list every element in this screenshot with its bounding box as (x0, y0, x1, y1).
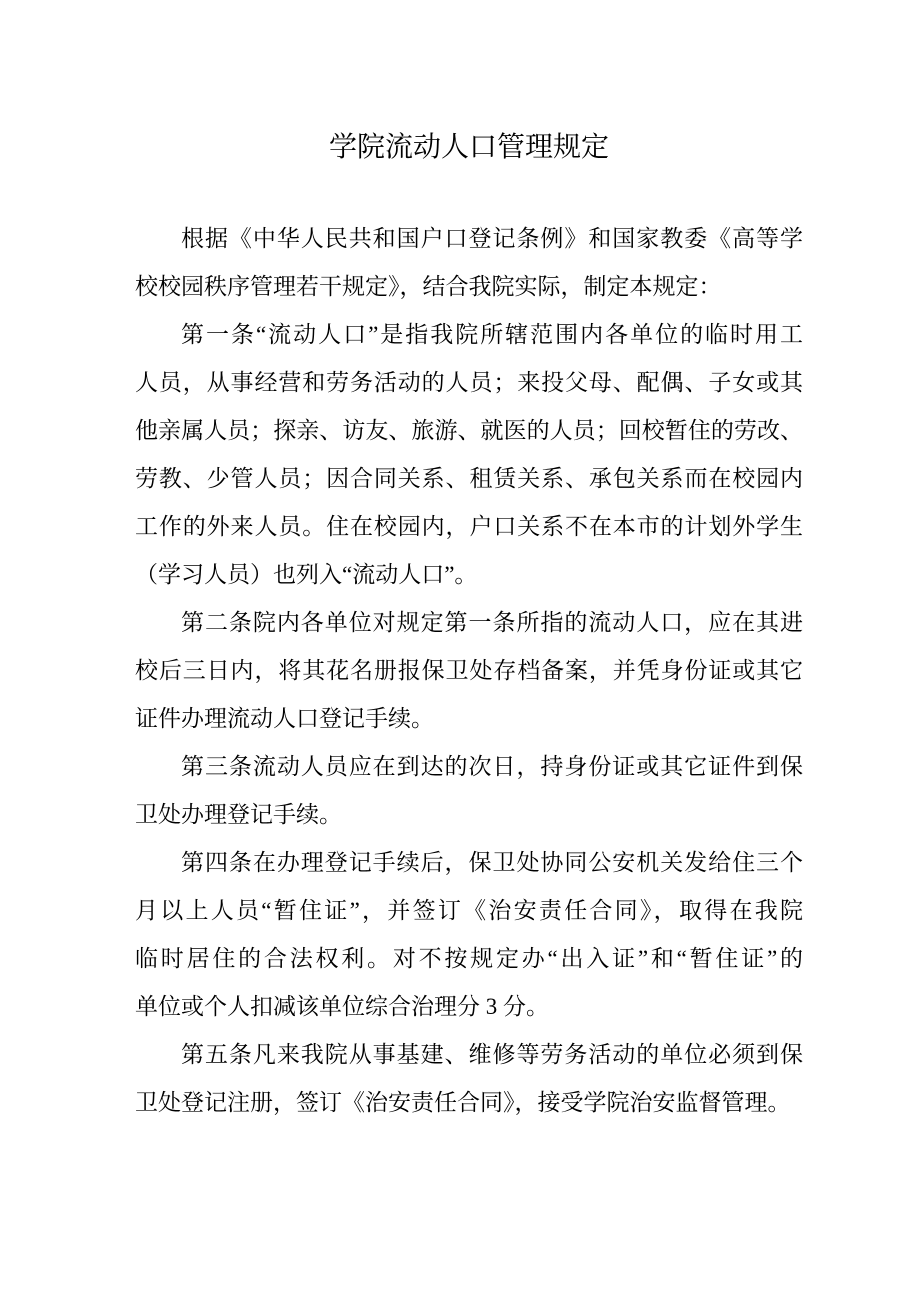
text-line: 第一条“流动人口”是指我院所辖范围内各单位的临时用工 (181, 322, 803, 347)
text-line: 校后三日内，将其花名册报保卫处存档备案，并凭身份证或其它 (135, 658, 803, 683)
text-line: 第三条流动人员应在到达的次日，持身份证或其它证件到保 (181, 754, 803, 779)
document-title: 学院流动人口管理规定 (328, 132, 609, 163)
paragraph-article-2 (135, 599, 803, 743)
text-line: 他亲属人员；探亲、访友、旅游、就医的人员；回校暂住的劳改、 (135, 418, 803, 443)
text-line: （学习人员）也列入“流动人口”。 (135, 562, 478, 587)
text-line: 临时居住的合法权利。对不按规定办“出入证”和“暂住证”的 (135, 946, 803, 971)
text-line: 卫处办理登记手续。 (135, 802, 342, 827)
text-line: 卫处登记注册，签订《治安责任合同》，接受学院治安监督管理。 (135, 1090, 791, 1115)
paragraph-article-4 (135, 839, 803, 1031)
text-line: 证件办理流动人口登记手续。 (135, 706, 434, 731)
document-body (135, 215, 803, 1127)
paragraph-article-5 (135, 1031, 803, 1127)
text-line: 工作的外来人员。住在校园内，户口关系不在本市的计划外学生 (135, 514, 803, 539)
paragraph-article-1 (135, 311, 803, 599)
text-line: 人员，从事经营和劳务活动的人员；来投父母、配偶、子女或其 (135, 370, 803, 395)
document-content (135, 0, 803, 1127)
paragraph-preamble (135, 215, 803, 311)
text-line: 劳教、少管人员；因合同关系、租赁关系、承包关系而在校园内 (135, 466, 803, 491)
text-line: 第四条在办理登记手续后，保卫处协同公安机关发给住三个 (181, 850, 803, 875)
text-line: 第五条凡来我院从事基建、维修等劳务活动的单位必须到保 (181, 1042, 803, 1067)
text-line: 单位或个人扣减该单位综合治理分 3 分。 (135, 994, 549, 1019)
text-line: 根据《中华人民共和国户口登记条例》和国家教委《高等学 (181, 226, 803, 251)
text-line: 月以上人员“暂住证”，并签订《治安责任合同》，取得在我院 (135, 898, 803, 923)
text-line: 校校园秩序管理若干规定》，结合我院实际，制定本规定： (135, 274, 722, 299)
paragraph-article-3 (135, 743, 803, 839)
text-line: 第二条院内各单位对规定第一条所指的流动人口，应在其进 (181, 610, 803, 635)
